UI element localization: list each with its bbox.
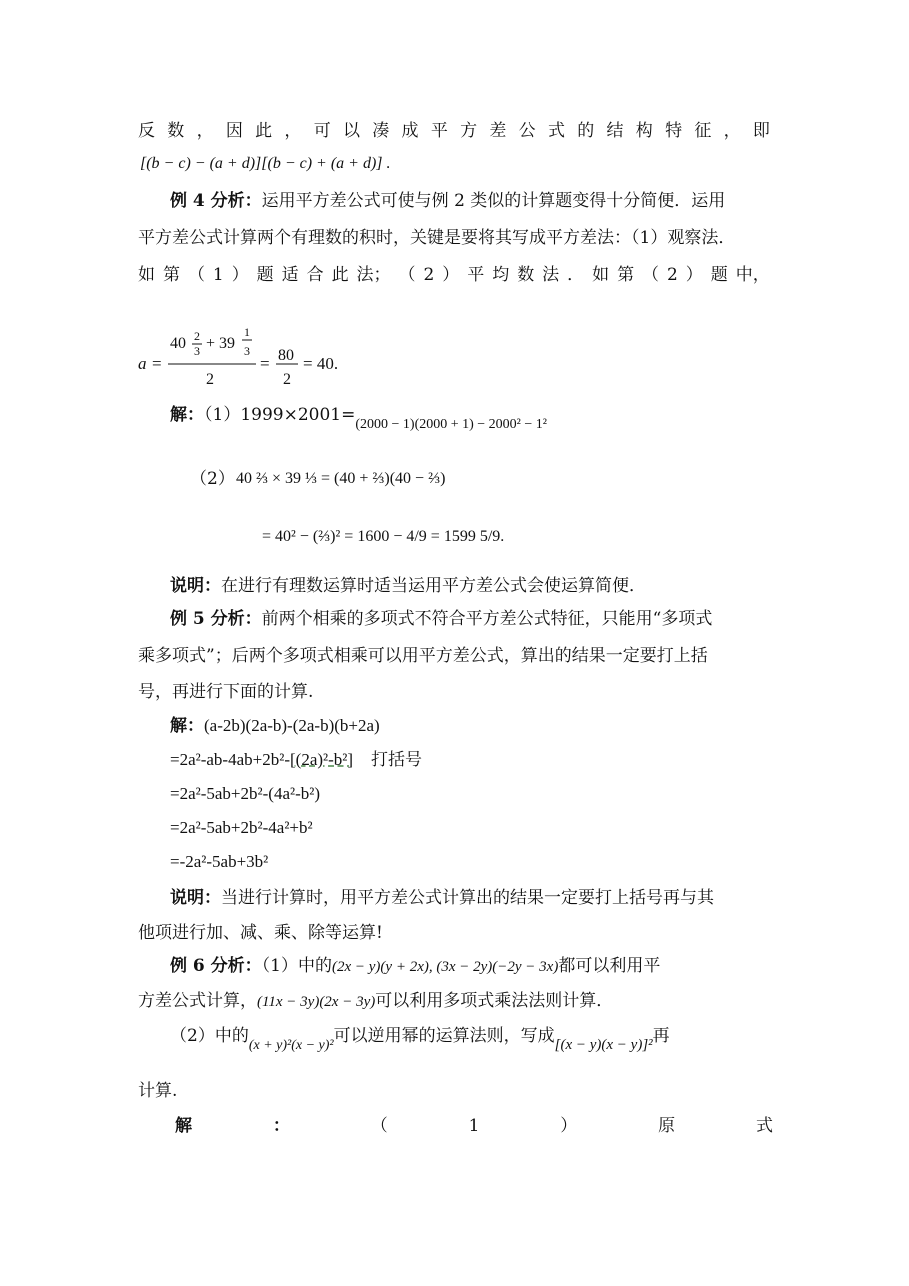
example-6-line3: （2）中的$_{(x + y)^2(x - y)^2}$可以逆用幂的运算法则，写成[(x − y)(x − y)]²再 <box>170 1026 670 1053</box>
svg-text:3: 3 <box>244 344 250 358</box>
svg-text:40: 40 <box>170 335 186 352</box>
example-6-solution-line: 解 ： （ 1 ） 原 式 <box>175 1116 773 1136</box>
continued-text-line: 反 数 ， 因 此 ， 可 以 凑 成 平 方 差 公 式 的 结 构 特 征 ， 即 <box>138 121 770 141</box>
svg-text:a: a <box>138 354 147 373</box>
svg-text:= 40.: = 40. <box>303 354 339 373</box>
example-6-analysis: 例 6 分析：（1）中的(2x − y)(y + 2x), (3x − 2y)(−2y − 3x)都可以利用平 <box>170 956 661 976</box>
note-2: 说明：当进行计算时，用平方差公式计算出的结果一定要打上括号再与其 <box>170 888 714 908</box>
example-4-line3: 如 第 （ 1 ） 题 适 合 此 法； （ 2 ） 平 均 数 法 ． 如 第 （ 2 ） 题 中， <box>138 265 770 285</box>
svg-text:2: 2 <box>194 329 200 343</box>
svg-text:2: 2 <box>206 371 214 388</box>
example-5-step-3: =2a²-5ab+2b²-4a²+b² <box>170 818 313 837</box>
svg-text:2: 2 <box>283 371 291 388</box>
example-5-line2: 乘多项式”；后两个多项式相乘可以用平方差公式，算出的结果一定要打上括 <box>138 646 708 666</box>
average-formula <box>138 322 358 392</box>
svg-text:=: = <box>152 354 162 373</box>
example-5-step-4: =-2a²-5ab+3b² <box>170 852 269 871</box>
example-5-analysis: 例 5 分析：前两个相乘的多项式不符合平方差公式特征，只能用“多项式 <box>170 609 713 629</box>
example-4-solution-2-label: （2） <box>190 469 235 489</box>
formula-factorization: [(b − c) − (a + d)][(b − c) + (a + d)] . <box>140 155 391 172</box>
example-4-solution-2-line2: = 40² − (⅔)² = 1600 − 4/9 = 1599 5/9. <box>262 528 505 545</box>
svg-text:+ 39: + 39 <box>206 335 236 352</box>
example-5-step-1: =2a²-ab-4ab+2b²-[(2a)²-b²] 打括号 <box>170 750 423 770</box>
example-5-solution: 解：(a-2b)(2a-b)-(2a-b)(b+2a) <box>170 716 380 736</box>
example-4-solution-1: 解：$(1)1999\times 2001=_{(2000 - 1)(2000 + 1) - 2000^2 - 1^2}$ <box>170 405 547 432</box>
example-6-line4: 计算. <box>138 1081 178 1101</box>
example-6-line2: 方差公式计算，(11x − 3y)(2x − 3y)可以利用多项式乘法法则计算． <box>138 991 614 1011</box>
example-5-line3: 号，再进行下面的计算. <box>138 682 314 702</box>
example-4-label: 例 4 分析： <box>170 191 262 211</box>
svg-text:=: = <box>260 354 270 373</box>
example-5-step-2: =2a²-5ab+2b²-(4a²-b²) <box>170 784 321 803</box>
svg-text:80: 80 <box>278 347 294 364</box>
note-2-line2: 他项进行加、减、乘、除等运算! <box>138 923 383 943</box>
svg-text:1: 1 <box>244 325 250 339</box>
example-4-solution-2-line1: 40 ⅔ × 39 ⅓ = (40 + ⅔)(40 − ⅔) <box>236 470 446 487</box>
svg-text:3: 3 <box>194 344 200 358</box>
note-1: 说明：在进行有理数运算时适当运用平方差公式会使运算简便． <box>170 576 646 596</box>
example-4-analysis: 例 4 分析：运用平方差公式可使与例 2 类似的计算题变得十分简便．运用 <box>170 191 726 211</box>
example-4-line2: 平方差公式计算两个有理数的积时，关键是要将其写成平方差法：（1）观察法． <box>138 228 736 248</box>
